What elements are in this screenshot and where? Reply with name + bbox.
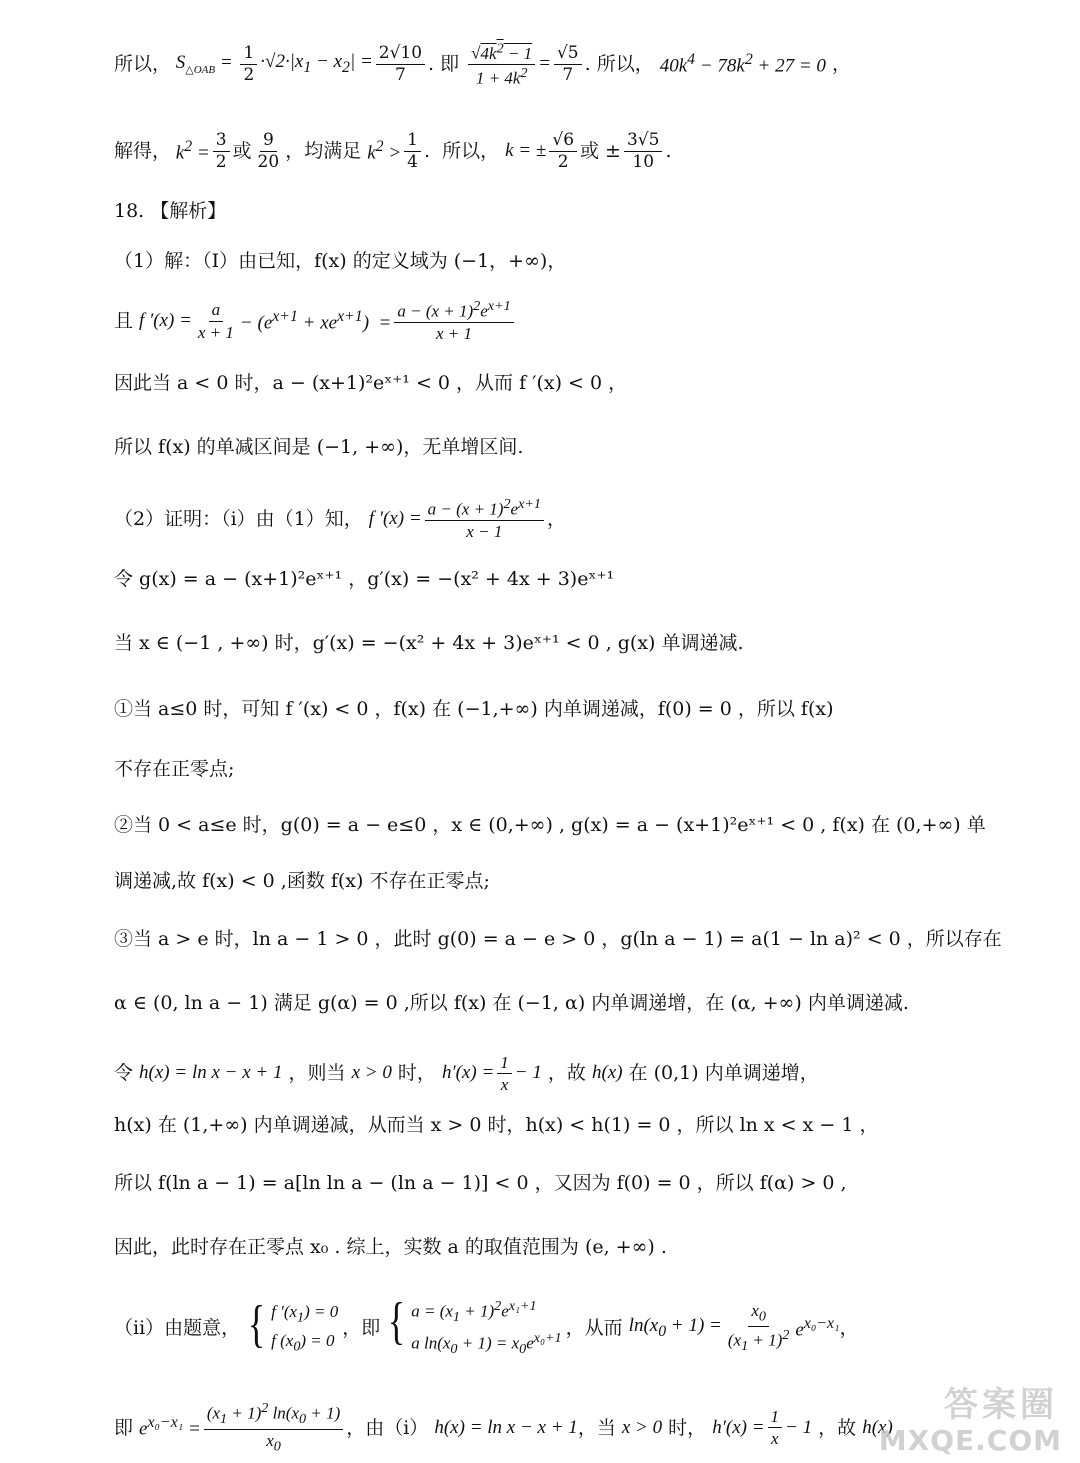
solution-line-area: 所以， $S_{\triangle OAB}$ = $\frac{1}{2}$ $\cdot√2\cdot|x_1 - x_2|$ = $\frac{2√10}{7}$ . 即 $\frac{√4k^2 - 1}{1 + 4k^2}$ = $\frac{√5}{7}$ . 所以， $40k^4 - 78k^2 + 27 = 0$ ，: [114, 40, 851, 88]
line-text: 所以 f(ln a − 1) = a[ln ln a − (ln a − 1)] < 0 ，又因为 f(0) = 0 ，所以 f(α) > 0 ,: [114, 1172, 847, 1194]
line-text: 当 x ∈ (−1 , +∞) 时，g′(x) = −(x² + 4x + 3)eˣ⁺¹ < 0 , g(x) 单调递减.: [114, 632, 744, 654]
case-two-cont: [114, 870, 490, 893]
solution-line-last: 即 $e^{x_0-x_1}$ = $\frac{(x_1 + 1)^2 \ln(x_0 + 1)}{x_0}$ ，由（i） h(x) = ln x − x + 1 ，当 x > 0 时， h′(x) = $\frac{1}{x}$ − 1 ，故 h(x): [114, 1400, 893, 1455]
watermark-url: MXQE.COM: [878, 1424, 1062, 1457]
line-text: 所以 f(x) 的单减区间是 (−1, +∞)，无单增区间.: [114, 436, 524, 458]
line-text: h(x) 在 (1,+∞) 内单调递减，从而当 x > 0 时，h(x) < h(1) = 0 ，所以 ln x < x − 1 ，: [114, 1114, 879, 1136]
solution-line: [114, 1172, 847, 1195]
watermark-logo: [852, 1377, 1062, 1457]
solution-line-derivative: 且 f ′(x) = $\frac{a}{x + 1}$ − $(e^{x+1} + xe^{x+1})$ = $\frac{a - (x + 1)^2e^{x+1}}{x + 1}$: [114, 298, 517, 344]
line-text: 因此，此时存在正零点 x₀ . 综上，实数 a 的取值范围为 (e, +∞) .: [114, 1236, 667, 1258]
solution-line-proof: （2）证明：（i）由（1）知， f ′(x) = $\frac{a - (x + 1)^2e^{x+1}}{x - 1}$ ，: [114, 496, 567, 541]
solution-line-domain: [114, 250, 566, 273]
solution-line: [114, 436, 523, 459]
case-one-cont: [114, 758, 234, 781]
solution-line: [114, 372, 627, 395]
line-text: ①当 a≤0 时，可知 f ′(x) < 0 ，f(x) 在 (−1,+∞) 内单调递减，f(0) = 0 ，所以 f(x): [114, 698, 834, 720]
watermark-text: 答案圈: [944, 1385, 1058, 1425]
line-text: 调递减,故 f(x) < 0 ,函数 f(x) 不存在正零点;: [114, 870, 490, 892]
line-text: 因此当 a < 0 时，a − (x+1)²eˣ⁺¹ < 0 ，从而 f ′(x) < 0 ，: [114, 372, 628, 394]
case-three-cont: [114, 992, 909, 1015]
case-one: [114, 698, 834, 721]
solution-line-k: 解得， $k^2$ = $\frac{3}{2}$ 或 $\frac{9}{20}$ ，均满足 $k^2$ > $\frac{1}{4}$ . 所以， k = ± $\frac{√6}{2}$ 或 ± $\frac{3√5}{10}$ .: [114, 130, 672, 173]
solution-line: [114, 632, 744, 655]
line-text: 所以，: [114, 53, 172, 75]
line-text: ②当 0 < a≤e 时，g(0) = a − e≤0 ，x ∈ (0,+∞) , g(x) = a − (x+1)²eˣ⁺¹ < 0 , f(x) 在 (0,+∞) 单: [114, 814, 986, 836]
line-text: 令 g(x) = a − (x+1)²eˣ⁺¹ ，g′(x) = −(x² + 4x + 3)eˣ⁺¹: [114, 568, 615, 590]
case-three: [114, 928, 1002, 951]
line-text: ③当 a > e 时，ln a − 1 > 0 ，此时 g(0) = a − e > 0 ，g(ln a − 1) = a(1 − ln a)² < 0 ，所以存在: [114, 928, 1002, 950]
section-heading: [114, 200, 226, 223]
solution-line: [114, 568, 614, 591]
solution-line: [114, 1114, 878, 1137]
solution-line-system: （ii）由题意， { f $'(x_1) = 0$ f $(x_0) = 0$ ，即 { $a = (x_1 + 1)^2e^{x_1+1}$ a $\ln(x_0 + 1) = x_0e^{x_0+1}$ ，从而 $\ln(x_0 + 1)$ = $\frac{x_0}{(x_1 + 1)^2}$ $e^{x_0-x_1}$ ，: [114, 1293, 859, 1358]
case-two: [114, 814, 986, 837]
solution-line-conclusion: [114, 1236, 667, 1259]
line-text: （1）解：（I）由已知，f(x) 的定义域为 (−1，+∞)，: [114, 250, 567, 272]
section-heading-text: 18. 【解析】: [114, 200, 227, 222]
line-text: α ∈ (0, ln a − 1) 满足 g(α) = 0 ,所以 f(x) 在 (−1, α) 内单调递增，在 (α, +∞) 内单调递减.: [114, 992, 909, 1014]
line-text: 不存在正零点;: [114, 758, 235, 780]
solution-line-h: 令 h(x) = ln x − x + 1 ，则当 x > 0 时， h′(x) = $\frac{1}{x}$ − 1 ，故 h(x) 在 (0,1) 内单调递增，: [114, 1053, 819, 1095]
